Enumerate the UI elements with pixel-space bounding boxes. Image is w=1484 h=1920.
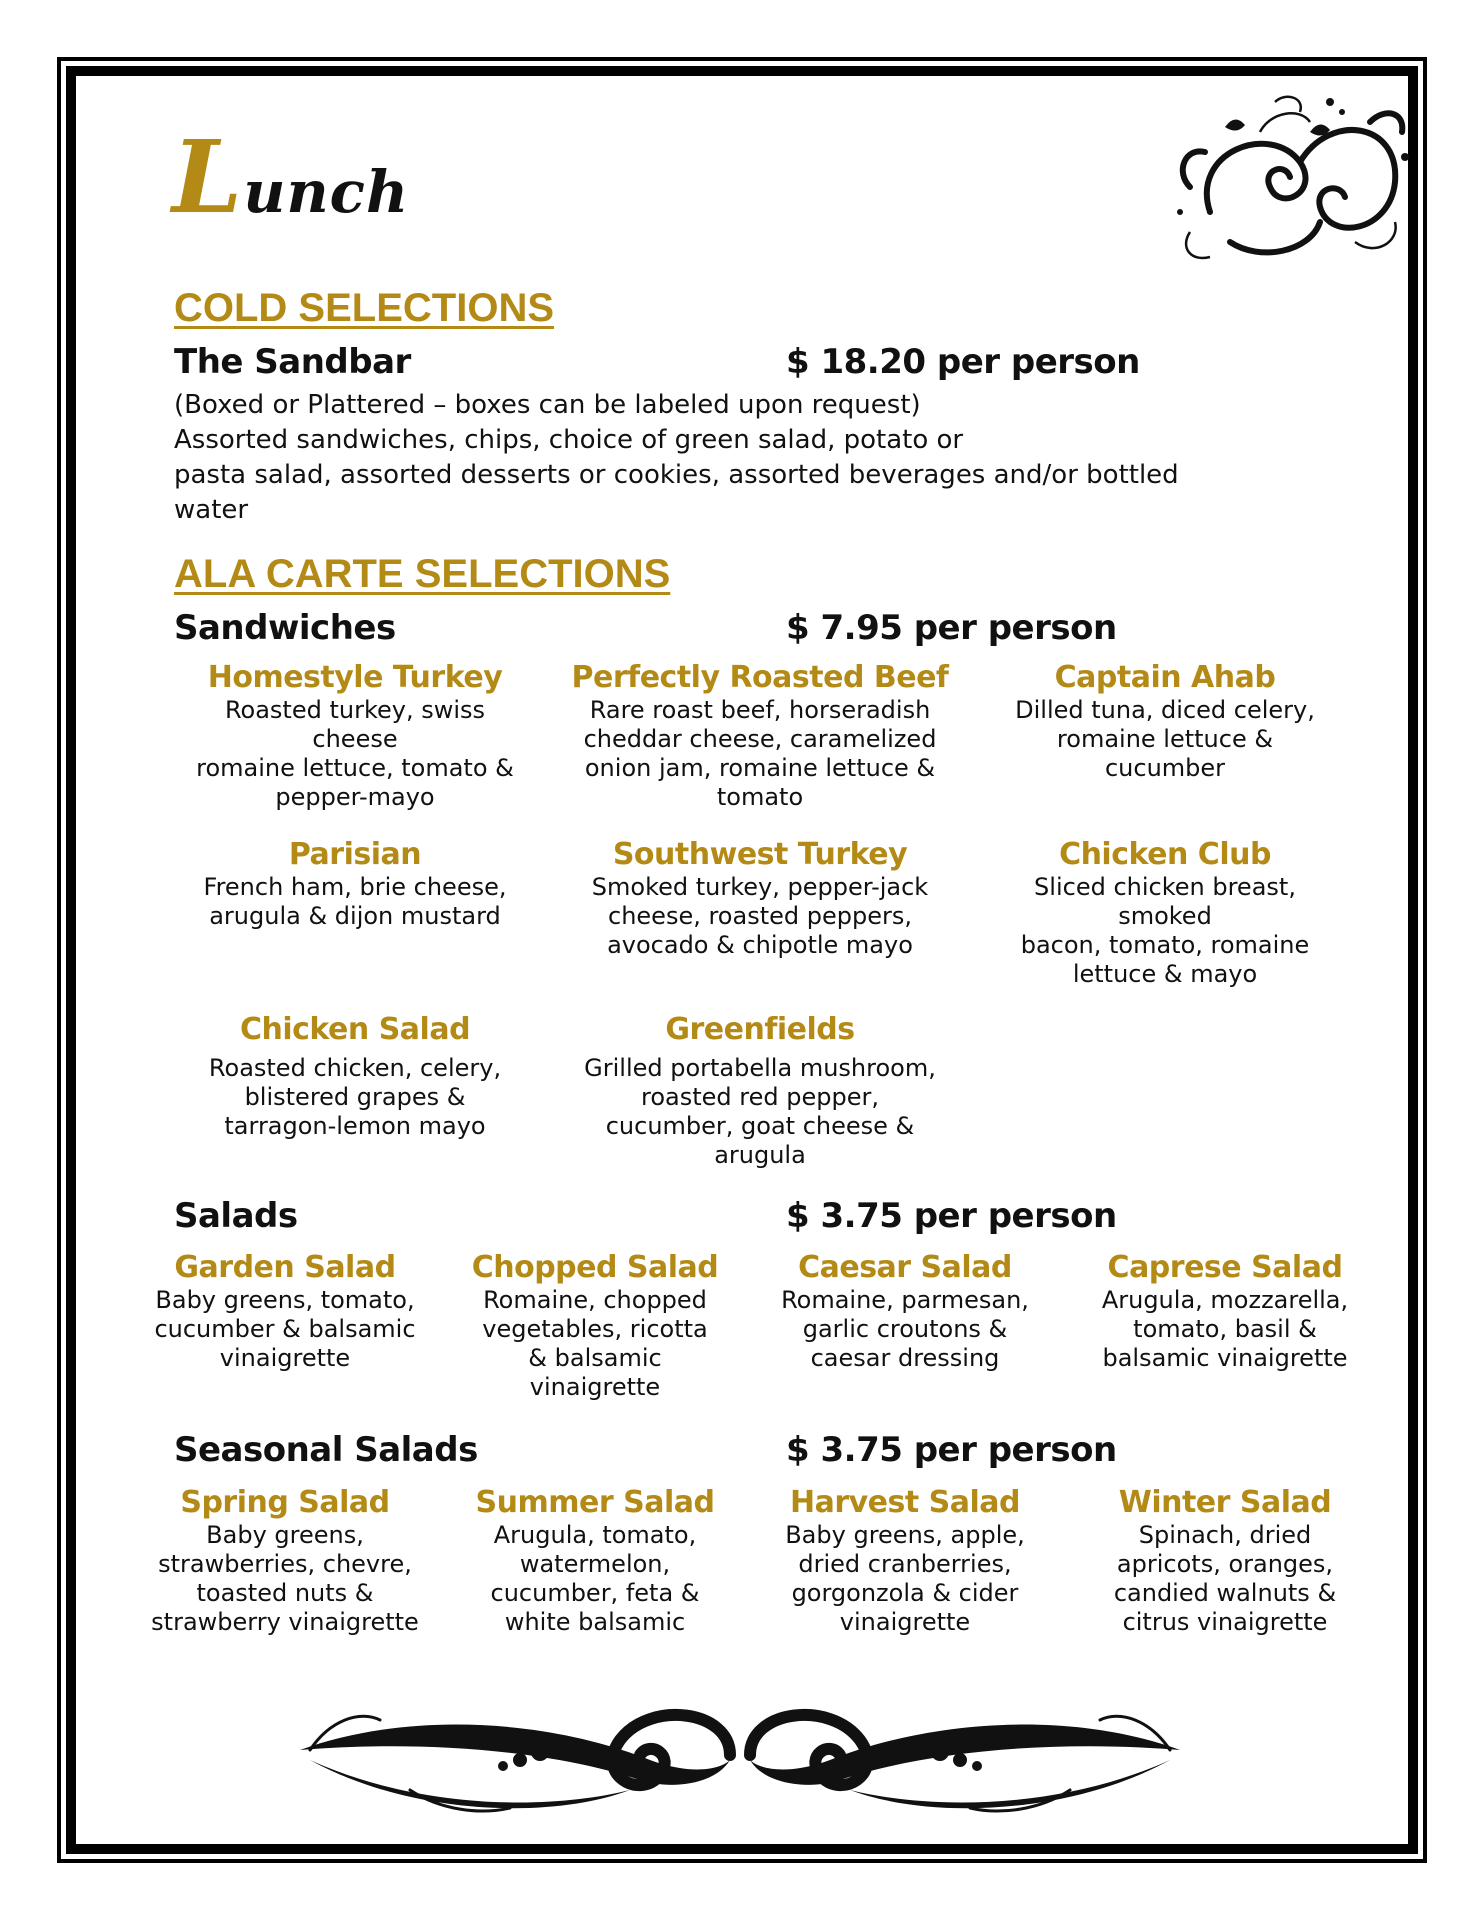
desc-line: citrus vinaigrette — [1122, 1608, 1328, 1636]
sandbar-price: $ 18.20 per person — [786, 342, 1140, 382]
desc-line: cucumber — [1104, 754, 1226, 782]
salad-name: Caprese Salad — [1107, 1250, 1343, 1285]
sandwich-item — [560, 837, 960, 960]
salad-name: Chopped Salad — [471, 1250, 719, 1285]
sandwich-name: Homestyle Turkey — [207, 660, 503, 695]
seasonal-item — [755, 1485, 1055, 1637]
page-title-rest: unch — [243, 158, 410, 226]
seasonal-name: Winter Salad — [1118, 1485, 1332, 1520]
sandbar-description — [174, 388, 1274, 528]
sandwich-name: Chicken Salad — [239, 1012, 471, 1047]
desc-line: toasted nuts & — [196, 1579, 374, 1607]
desc-line: Baby greens, apple, — [785, 1521, 1025, 1549]
desc-line: roasted red pepper, — [641, 1083, 879, 1111]
sandwich-desc — [560, 873, 960, 960]
desc-line: Spinach, dried — [1138, 1521, 1312, 1549]
sandwich-name: Southwest Turkey — [612, 837, 908, 872]
desc-line: Smoked turkey, pepper-jack — [591, 873, 929, 901]
desc-line: Romaine, chopped — [483, 1286, 707, 1314]
desc-line: candied walnuts & — [1113, 1579, 1337, 1607]
desc-line: tomato, basil & — [1133, 1315, 1317, 1343]
desc-line: vinaigrette — [839, 1608, 971, 1636]
desc-line: French ham, brie cheese, — [203, 873, 507, 901]
desc-line: lettuce & mayo — [1072, 960, 1258, 988]
seasonal-desc — [755, 1521, 1055, 1637]
salad-desc — [755, 1286, 1055, 1373]
seasonal-name: Harvest Salad — [789, 1485, 1021, 1520]
desc-line: Romaine, parmesan, — [781, 1286, 1029, 1314]
desc-line: garlic croutons & — [802, 1315, 1008, 1343]
sandbar-desc-line: pasta salad, assorted desserts or cookies, assorted beverages and/or bottled — [174, 460, 1179, 490]
desc-line: dried cranberries, — [798, 1550, 1012, 1578]
desc-line: cucumber, feta & — [490, 1579, 700, 1607]
page-title — [172, 118, 409, 236]
desc-line: Dilled tuna, diced celery, — [1015, 696, 1315, 724]
sandwich-name: Captain Ahab — [1054, 660, 1276, 695]
sandwich-name: Parisian — [288, 837, 422, 872]
salad-desc — [1070, 1286, 1380, 1373]
sandwich-item — [170, 660, 540, 812]
desc-line: smoked — [1118, 902, 1212, 930]
sandwich-item — [990, 837, 1340, 989]
desc-line: apricots, oranges, — [1116, 1550, 1334, 1578]
desc-line: cheese, roasted peppers, — [608, 902, 912, 930]
desc-line: tarragon-lemon mayo — [224, 1112, 486, 1140]
cold-selections-heading: COLD SELECTIONS — [174, 286, 555, 330]
desc-line: cheese — [312, 725, 398, 753]
sandwich-item — [560, 1012, 960, 1170]
salad-item — [450, 1250, 740, 1402]
desc-line: white balsamic — [504, 1608, 686, 1636]
salad-item — [755, 1250, 1055, 1373]
desc-line: strawberry vinaigrette — [151, 1608, 419, 1636]
desc-line: Grilled portabella mushroom, — [584, 1054, 936, 1082]
seasonal-desc — [1070, 1521, 1380, 1637]
sandwich-desc — [560, 1054, 960, 1170]
desc-line: bacon, tomato, romaine — [1020, 931, 1310, 959]
desc-line: Sliced chicken breast, — [1034, 873, 1296, 901]
sandbar-name: The Sandbar — [174, 342, 411, 382]
desc-line: strawberries, chevre, — [158, 1550, 412, 1578]
seasonal-item — [135, 1485, 435, 1637]
flourish-divider-icon — [290, 1690, 1190, 1830]
desc-line: Arugula, tomato, — [493, 1521, 697, 1549]
sandwich-desc — [170, 696, 540, 812]
sandwich-desc — [170, 873, 540, 931]
sandwich-desc — [990, 696, 1340, 783]
salads-price: $ 3.75 per person — [786, 1196, 1117, 1236]
seasonal-salads-name: Seasonal Salads — [174, 1430, 478, 1470]
seasonal-desc — [450, 1521, 740, 1637]
sandwiches-name: Sandwiches — [174, 608, 396, 648]
desc-line: pepper-mayo — [275, 783, 435, 811]
desc-line: gorgonzola & cider — [791, 1579, 1019, 1607]
sandwiches-price: $ 7.95 per person — [786, 608, 1117, 648]
sandwich-name: Greenfields — [665, 1012, 855, 1047]
swirl-ornament-icon — [1170, 92, 1420, 272]
desc-line: Arugula, mozzarella, — [1101, 1286, 1349, 1314]
sandwich-item — [170, 837, 540, 931]
desc-line: & balsamic — [528, 1344, 662, 1372]
desc-line: vinaigrette — [219, 1344, 351, 1372]
seasonal-desc — [135, 1521, 435, 1637]
page-title-initial: L — [172, 118, 244, 236]
sandbar-desc-line: Assorted sandwiches, chips, choice of green salad, potato or — [174, 425, 964, 455]
sandwich-name: Chicken Club — [1059, 837, 1271, 872]
sandwich-item — [990, 660, 1340, 783]
sandwich-desc — [560, 696, 960, 812]
desc-line: balsamic vinaigrette — [1102, 1344, 1348, 1372]
salads-name: Salads — [174, 1196, 298, 1236]
sandwich-desc — [170, 1054, 540, 1141]
salad-item — [1070, 1250, 1380, 1373]
desc-line: arugula & dijon mustard — [209, 902, 501, 930]
desc-line: cucumber, goat cheese & — [605, 1112, 915, 1140]
seasonal-name: Spring Salad — [180, 1485, 390, 1520]
desc-line: Roasted turkey, swiss — [224, 696, 486, 724]
sandwich-desc — [990, 873, 1340, 989]
desc-line: Baby greens, — [206, 1521, 364, 1549]
sandwich-item — [560, 660, 960, 812]
desc-line: onion jam, romaine lettuce & — [584, 754, 936, 782]
seasonal-salads-price: $ 3.75 per person — [786, 1430, 1117, 1470]
desc-line: tomato — [716, 783, 804, 811]
sandbar-desc-line: (Boxed or Plattered – boxes can be labeled upon request) — [174, 390, 921, 420]
sandwich-name: Perfectly Roasted Beef — [571, 660, 949, 695]
salad-item — [135, 1250, 435, 1373]
seasonal-item — [1070, 1485, 1380, 1637]
seasonal-item — [450, 1485, 740, 1637]
desc-line: blistered grapes & — [244, 1083, 466, 1111]
ala-carte-heading: ALA CARTE SELECTIONS — [174, 552, 671, 596]
sandwich-item — [170, 1012, 540, 1141]
sandbar-desc-line: water — [174, 495, 249, 525]
desc-line: arugula — [714, 1141, 806, 1169]
desc-line: vinaigrette — [529, 1373, 661, 1401]
desc-line: romaine lettuce, tomato & — [196, 754, 514, 782]
desc-line: Rare roast beef, horseradish — [589, 696, 931, 724]
desc-line: avocado & chipotle mayo — [607, 931, 913, 959]
salad-name: Garden Salad — [174, 1250, 396, 1285]
desc-line: watermelon, — [519, 1550, 671, 1578]
desc-line: romaine lettuce & — [1056, 725, 1274, 753]
salad-name: Caesar Salad — [798, 1250, 1012, 1285]
desc-line: cucumber & balsamic — [154, 1315, 416, 1343]
seasonal-name: Summer Salad — [475, 1485, 715, 1520]
desc-line: Roasted chicken, celery, — [208, 1054, 502, 1082]
salad-desc — [135, 1286, 435, 1373]
salad-desc — [450, 1286, 740, 1402]
desc-line: caesar dressing — [810, 1344, 1000, 1372]
desc-line: vegetables, ricotta — [482, 1315, 708, 1343]
desc-line: Baby greens, tomato, — [155, 1286, 415, 1314]
desc-line: cheddar cheese, caramelized — [583, 725, 937, 753]
